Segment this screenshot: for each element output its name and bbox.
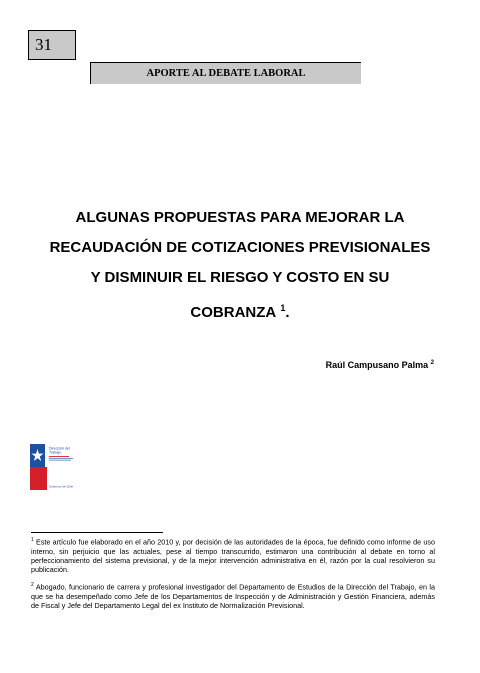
title-line-2: RECAUDACIÓN DE COTIZACIONES PREVISIONALES <box>49 239 431 256</box>
footnote-separator <box>31 532 163 533</box>
title-end-punct: . <box>285 304 290 321</box>
title-last-word: COBRANZA <box>190 304 277 321</box>
author-byline <box>326 360 434 370</box>
footnote-1-ref: 1 <box>31 537 34 543</box>
logo-text-line-3: Gobierno de Chile <box>49 484 74 489</box>
footnote-1 <box>31 536 435 574</box>
title-line-4 <box>0 293 480 328</box>
footnote-1-text: Este artículo fue elaborado en el año 2010 y, por decisión de las autoridades de la época, fue definido como informe de uso interno, sin perjuicio que las actuales, pese al tiempo transcurrido, estimaron una contribución al debate en torno al perfeccionamiento del sistema previsional, y de la mejor intervención administrativa en él, razón por la cual resolvieron su publicación. <box>31 537 435 574</box>
logo-text-line-1: Dirección del <box>49 446 70 451</box>
title-line-1: ALGUNAS PROPUESTAS PARA MEJORAR LA <box>75 209 405 226</box>
footnotes <box>31 536 435 617</box>
author-name: Raúl Campusano Palma <box>325 360 429 370</box>
author-footnote-ref: 2 <box>430 360 434 366</box>
footnote-2-ref: 2 <box>31 582 34 589</box>
section-banner: APORTE AL DEBATE LABORAL <box>90 62 361 84</box>
page-number: 31 <box>28 30 76 60</box>
article-title <box>0 203 480 328</box>
logo-text-line-2: Trabajo <box>49 450 62 455</box>
logo-red-block <box>30 467 47 490</box>
direccion-del-trabajo-logo <box>30 444 91 490</box>
footnote-2 <box>31 581 435 610</box>
footnote-2-text: Abogado, funcionario de carrera y profesional investigador del Departamento de Estudios de la Dirección del Trabajo, en la que se ha desempeñado como Jefe de los Departamentos de Inspección y de Administración y Gestión Financiera, además de Fiscal y Jefe del Departamento Legal del ex Instituto de Normalización Previsional. <box>31 582 435 610</box>
title-line-3: Y DISMINUIR EL RIESGO Y COSTO EN SU <box>90 269 390 286</box>
title-footnote-ref: 1 <box>280 303 286 313</box>
